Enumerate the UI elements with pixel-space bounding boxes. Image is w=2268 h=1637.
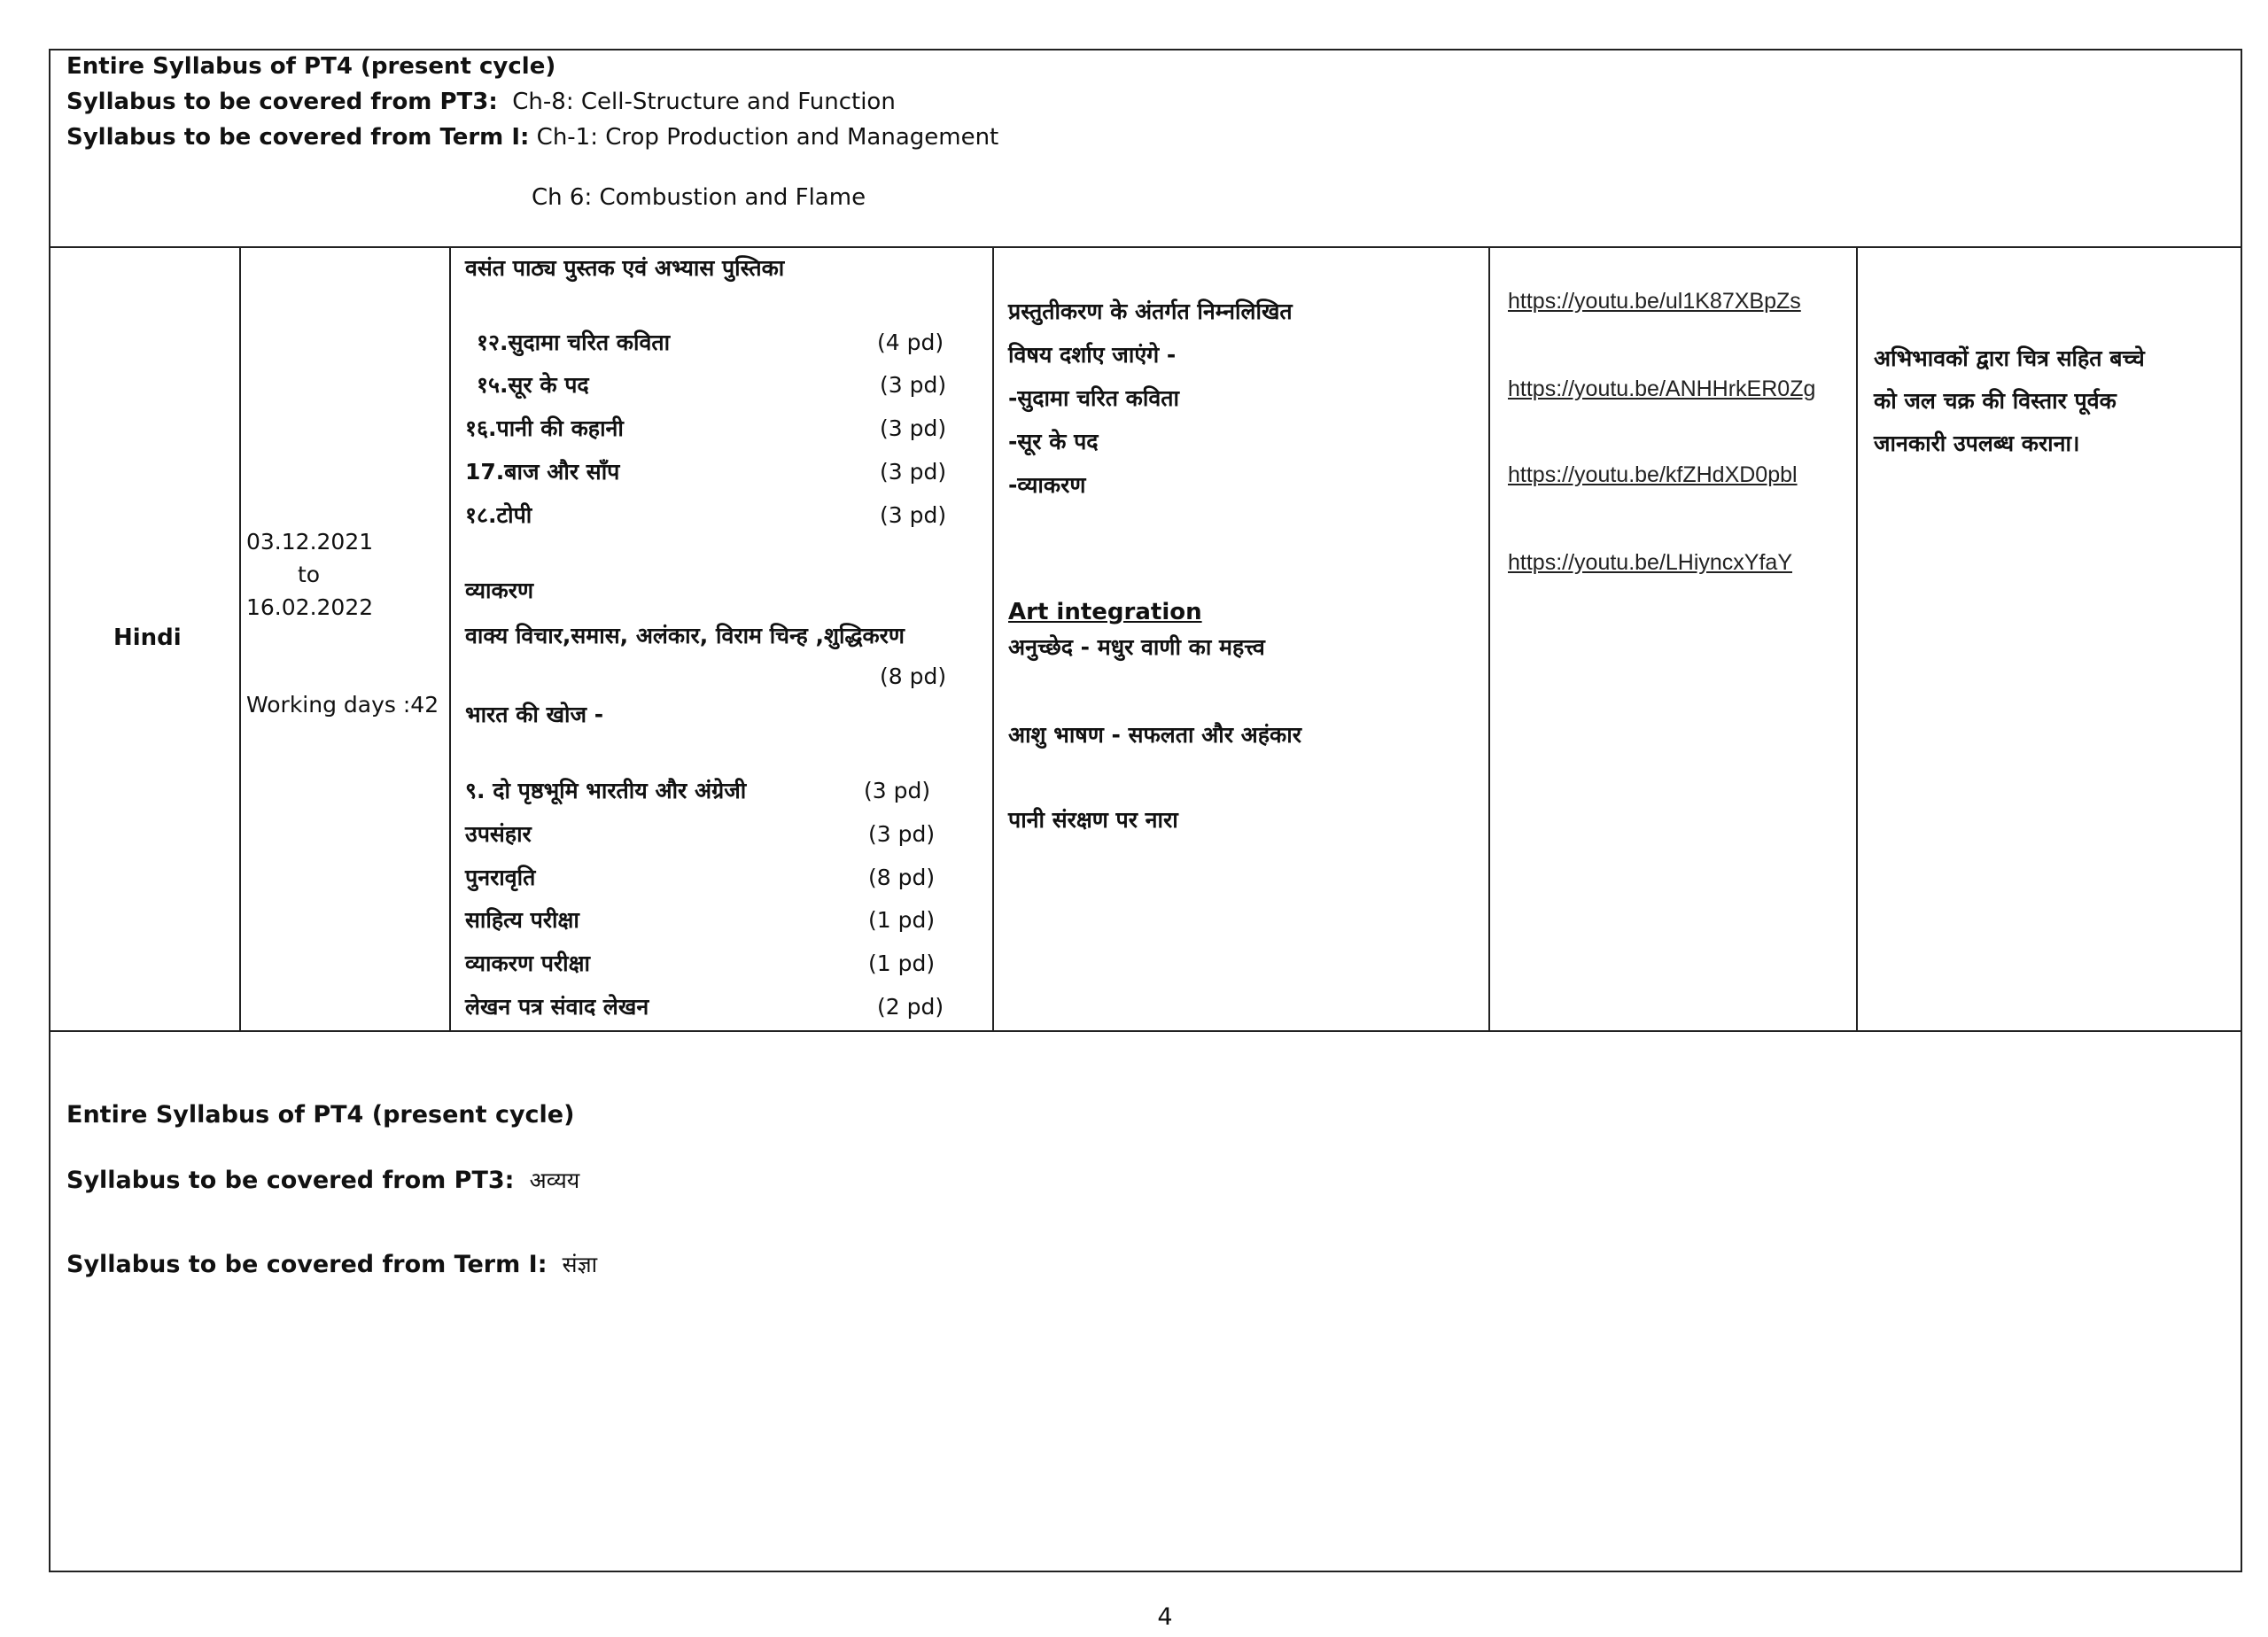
activity-line: -सूर के पद [1008, 429, 1099, 454]
top-pt3-label: Syllabus to be covered from PT3: [66, 89, 498, 115]
bottom-term1-label: Syllabus to be covered from Term I: [66, 1251, 548, 1278]
page-number: 4 [1157, 1603, 1173, 1631]
top-entire-syllabus-heading: Entire Syllabus of PT4 (present cycle) [66, 53, 556, 80]
activity-line: -व्याकरण [1008, 472, 1086, 498]
syllabus-item: व्याकरण परीक्षा [465, 950, 591, 976]
video-link[interactable]: https://youtu.be/ul1K87XBpZs [1508, 289, 1801, 314]
syllabus-item-pd: (1 pd) [868, 950, 936, 976]
syllabus-item: साहित्य परीक्षा [465, 907, 579, 933]
art-integration-item: आशु भाषण - सफलता और अहंकार [1008, 722, 1301, 748]
parent-activity-line: को जल चक्र की विस्तार पूर्वक [1874, 388, 2117, 414]
top-pt3-line [66, 89, 896, 116]
syllabus-item-pd: (3 pd) [868, 821, 936, 847]
subject-name: Hindi [113, 625, 182, 651]
parent-activity-line: जानकारी उपलब्ध कराना। [1874, 431, 2080, 456]
video-link[interactable]: https://youtu.be/kfZHdXD0pbl [1508, 462, 1798, 487]
video-link[interactable]: https://youtu.be/ANHHrkER0Zg [1508, 376, 1816, 401]
syllabus-item: पुनरावृति [465, 865, 536, 890]
syllabus-item: १५.सूर के पद [477, 372, 589, 398]
art-integration-item: पानी संरक्षण पर नारा [1008, 807, 1178, 833]
grammar-pd: (8 pd) [880, 663, 947, 689]
date-until: 16.02.2022 [246, 594, 374, 620]
grammar-topics: वाक्य विचार,समास, अलंकार, विराम चिन्ह ,शुद्धिकरण [465, 623, 905, 648]
syllabus-item-pd: (8 pd) [868, 865, 936, 890]
date-from: 03.12.2021 [246, 529, 374, 555]
top-pt3-value: Ch-8: Cell-Structure and Function [512, 89, 896, 115]
top-term1-value: Ch-1: Crop Production and Management [536, 124, 999, 151]
col-divider-3 [992, 246, 994, 1032]
syllabus-item: ९. दो पृष्ठभूमि भारतीय और अंग्रेजी [465, 778, 747, 803]
working-days: Working days :42 [246, 692, 439, 718]
syllabus-item-pd: (3 pd) [880, 372, 947, 398]
bottom-pt3-line [66, 1167, 579, 1195]
activity-line: -सुदामा चरित कविता [1008, 385, 1179, 411]
activity-line: प्रस्तुतीकरण के अंतर्गत निम्नलिखित [1008, 299, 1293, 324]
bottom-pt3-label: Syllabus to be covered from PT3: [66, 1167, 515, 1194]
col-divider-2 [449, 246, 451, 1032]
syllabus-item: लेखन पत्र संवाद लेखन [465, 994, 649, 1020]
bharat-ki-khoj-heading: भारत की खोज - [465, 702, 604, 727]
syllabus-item-pd: (4 pd) [877, 330, 944, 355]
bottom-pt3-value: अव्यय [529, 1168, 580, 1193]
col-divider-4 [1488, 246, 1490, 1032]
top-term1-chapter-6: Ch 6: Combustion and Flame [532, 184, 866, 211]
syllabus-item: 17.बाज और साँप [465, 459, 620, 485]
syllabus-item-pd: (2 pd) [877, 994, 944, 1020]
row-divider-bottom [49, 1030, 2242, 1032]
syllabus-item-pd: (1 pd) [868, 907, 936, 933]
date-to: to [298, 562, 321, 587]
bottom-entire-syllabus-heading: Entire Syllabus of PT4 (present cycle) [66, 1101, 575, 1129]
art-integration-item: अनुच्छेद - मधुर वाणी का महत्त्व [1008, 634, 1265, 660]
syllabus-heading: वसंत पाठ्य पुस्तक एवं अभ्यास पुस्तिका [465, 255, 785, 281]
col-divider-1 [239, 246, 241, 1032]
syllabus-item: १८.टोपी [465, 502, 532, 528]
syllabus-item-pd: (3 pd) [864, 778, 931, 803]
syllabus-item: १२.सुदामा चरित कविता [477, 330, 671, 355]
syllabus-item-pd: (3 pd) [880, 459, 947, 485]
syllabus-item-pd: (3 pd) [880, 502, 947, 528]
art-integration-heading: Art integration [1008, 599, 1202, 625]
syllabus-item-pd: (3 pd) [880, 415, 947, 441]
bottom-term1-line [66, 1251, 597, 1279]
top-term1-label: Syllabus to be covered from Term I: [66, 124, 530, 151]
grammar-heading: व्याकरण [465, 578, 534, 603]
activity-line: विषय दर्शाए जाएंगे - [1008, 342, 1177, 368]
syllabus-item: उपसंहार [465, 821, 532, 847]
video-link[interactable]: https://youtu.be/LHiyncxYfaY [1508, 550, 1793, 575]
bottom-term1-value: संज्ञा [562, 1252, 598, 1277]
parent-activity-line: अभिभावकों द्वारा चित्र सहित बच्चे [1874, 345, 2145, 371]
row-divider-top [49, 246, 2242, 248]
top-term1-line [66, 124, 998, 151]
col-divider-5 [1856, 246, 1858, 1032]
syllabus-item: १६.पानी की कहानी [465, 415, 624, 441]
